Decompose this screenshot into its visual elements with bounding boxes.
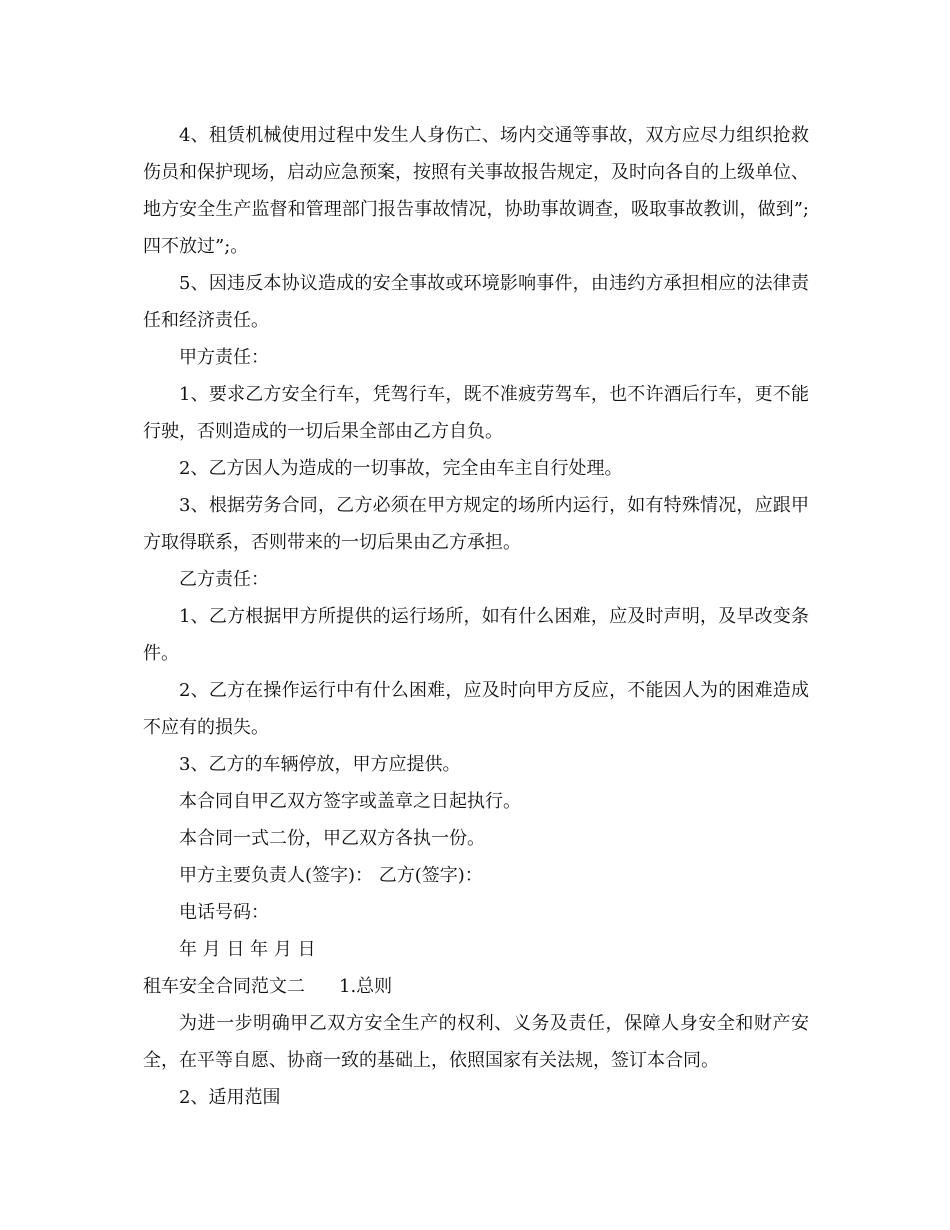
phone-line: 电话号码： — [179, 902, 269, 923]
paragraph-effective-date: 本合同自甲乙双方签字或盖章之日起执行。 — [179, 791, 521, 812]
section-heading-line — [143, 968, 809, 1005]
section-title: 租车安全合同范文二 — [143, 976, 305, 997]
paragraph-a-duty-3: 3、根据劳务合同，乙方必须在甲方规定的场所内运行，如有特殊情况，应跟甲方取得联系，否则带来的一切后果由乙方承担。 — [143, 495, 809, 553]
document-body — [143, 117, 809, 1116]
paragraph-b-duty-3: 3、乙方的车辆停放，甲方应提供。 — [179, 754, 461, 775]
heading-party-a-duties: 甲方责任： — [179, 347, 269, 368]
section-subtitle: 1.总则 — [339, 976, 393, 997]
paragraph-scope-heading: 2、适用范围 — [179, 1087, 281, 1108]
paragraph-b-duty-2: 2、乙方在操作运行中有什么困难，应及时向甲方反应，不能因人为的困难造成不应有的损失。 — [143, 680, 809, 738]
paragraph-b-duty-1: 1、乙方根据甲方所提供的运行场所，如有什么困难，应及时声明，及早改变条件。 — [143, 606, 809, 664]
paragraph-accident-handling: 4、租赁机械使用过程中发生人身伤亡、场内交通等事故，双方应尽力组织抢救伤员和保护现场，启动应急预案，按照有关事故报告规定，及时向各自的上级单位、地方安全生产监督和管理部门报告事故情况，协助事故调查，吸取事故教训，做到”;四不放过”;。 — [143, 125, 809, 257]
paragraph-a-duty-1: 1、要求乙方安全行车，凭驾行车，既不准疲劳驾车，也不许酒后行车，更不能行驶，否则造成的一切后果全部由乙方自负。 — [143, 384, 809, 442]
date-line: 年 月 日 年 月 日 — [179, 939, 316, 960]
paragraph-breach-liability: 5、因违反本协议造成的安全事故或环境影响事件，由违约方承担相应的法律责任和经济责任。 — [143, 273, 809, 331]
paragraph-copies: 本合同一式二份，甲乙双方各执一份。 — [179, 828, 485, 849]
signature-line: 甲方主要负责人(签字)： 乙方(签字)： — [179, 865, 483, 886]
paragraph-purpose: 为进一步明确甲乙双方安全生产的权利、义务及责任，保障人身安全和财产安全，在平等自愿、协商一致的基础上，依照国家有关法规，签订本合同。 — [143, 1013, 809, 1071]
heading-party-b-duties: 乙方责任： — [179, 569, 269, 590]
paragraph-a-duty-2: 2、乙方因人为造成的一切事故，完全由车主自行处理。 — [179, 458, 623, 479]
